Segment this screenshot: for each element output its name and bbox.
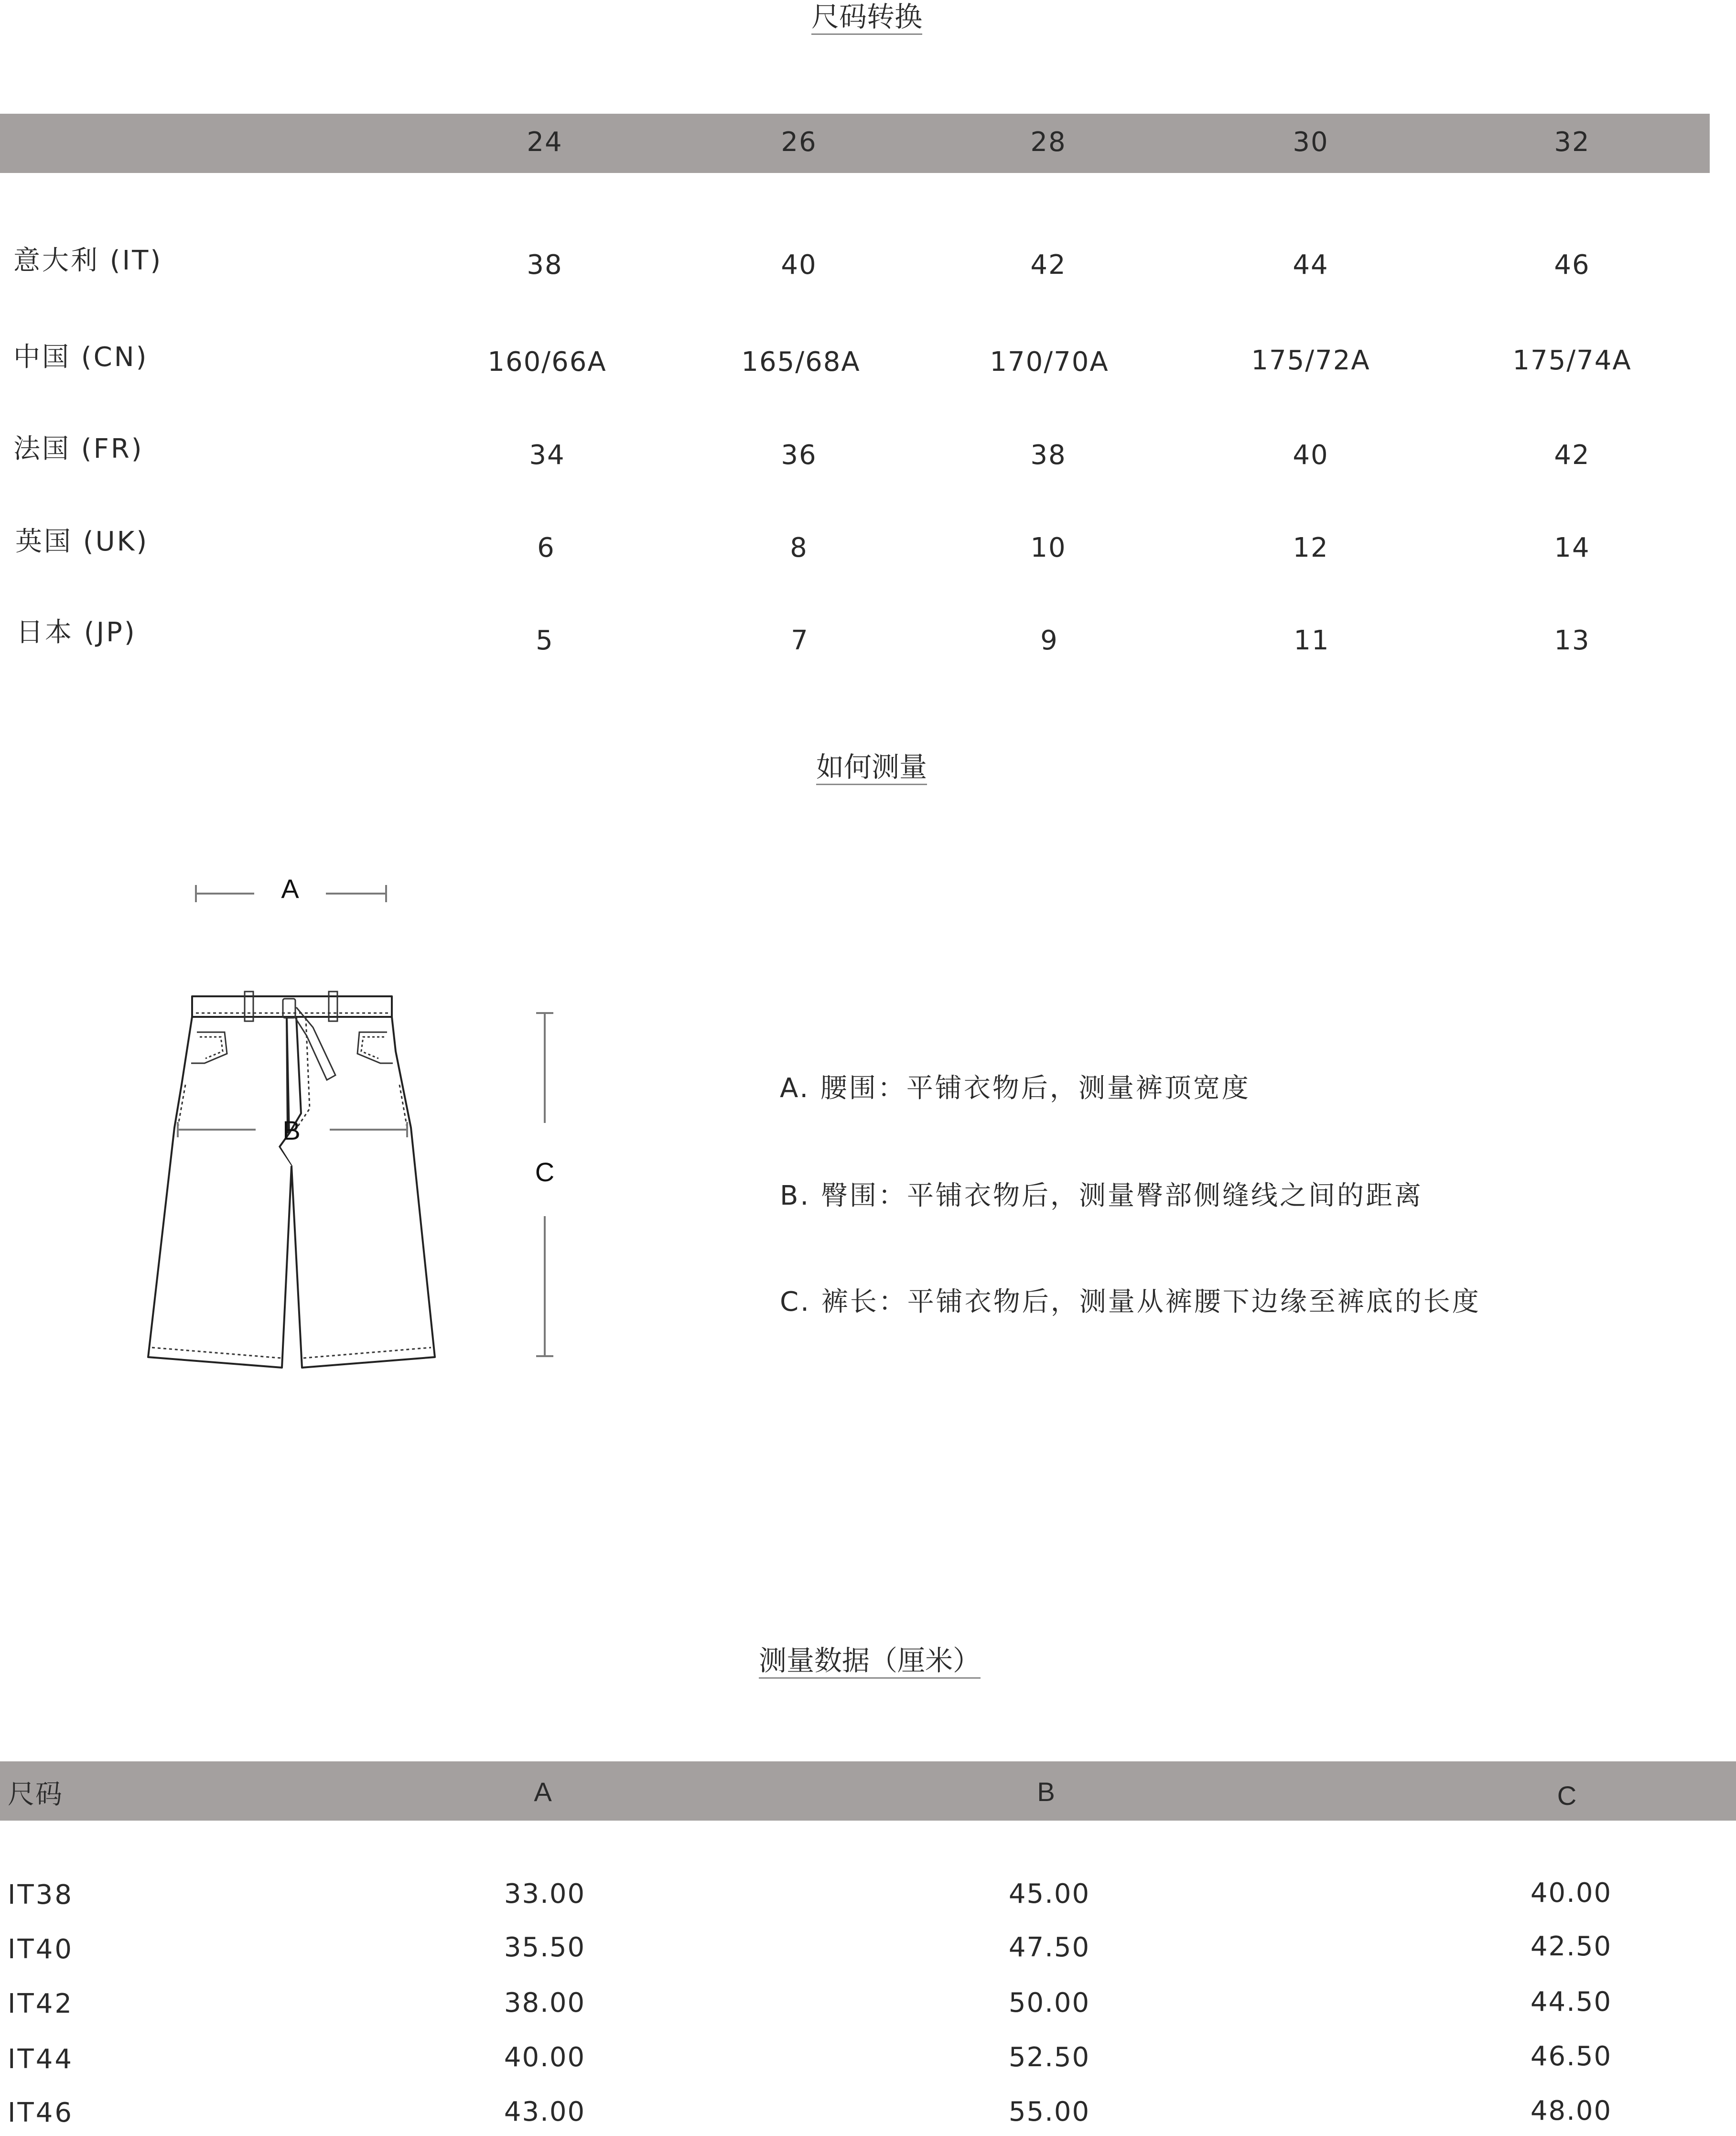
conversion-header-cell: 24 (527, 127, 563, 158)
conversion-cell: 40 (1293, 440, 1329, 471)
measure-header-c: C (1557, 1780, 1578, 1811)
conversion-cell: 175/72A (1251, 345, 1370, 376)
instruction-hip: B. 臀围：平铺衣物后，测量臀部侧缝线之间的距离 (780, 1180, 1423, 1211)
conversion-cell: 5 (536, 625, 554, 656)
conversion-cell: 175/74A (1512, 345, 1632, 376)
measure-cell: 48.00 (1530, 2095, 1612, 2126)
measure-cell: 33.00 (504, 1878, 586, 1909)
measure-header-b: B (1037, 1777, 1056, 1807)
conversion-cell: 8 (790, 532, 808, 563)
conversion-cell: 46 (1554, 249, 1590, 280)
conversion-header-cell: 28 (1030, 127, 1067, 158)
measure-header-a: A (534, 1777, 553, 1807)
conversion-row-label: 法国 (FR) (13, 433, 144, 464)
conversion-cell: 170/70A (990, 346, 1109, 378)
measure-header-size: 尺码 (8, 1779, 63, 1810)
conversion-header-cell: 32 (1554, 127, 1590, 158)
instruction-length: C. 裤长：平铺衣物后，测量从裤腰下边缘至裤底的长度 (780, 1286, 1481, 1317)
conversion-row-label: 日本 (JP) (16, 617, 137, 648)
measure-row-size: IT38 (8, 1879, 74, 1910)
conversion-header-cell: 26 (781, 127, 817, 158)
conversion-cell: 38 (1030, 440, 1067, 471)
conversion-cell: 12 (1293, 532, 1329, 563)
measure-cell: 43.00 (504, 2096, 586, 2127)
measure-row-size: IT42 (8, 1988, 74, 2019)
dimension-a-label: A (281, 874, 299, 904)
measure-cell: 35.50 (504, 1932, 586, 1963)
conversion-cell: 44 (1293, 249, 1329, 280)
shorts-outline (148, 996, 435, 1368)
conversion-cell: 38 (527, 249, 563, 280)
measure-cell: 38.00 (504, 1987, 586, 2018)
measure-cell: 50.00 (1008, 1987, 1090, 2018)
measure-cell: 52.50 (1008, 2042, 1090, 2073)
conversion-row-label: 中国 (CN) (13, 342, 149, 373)
howto-title: 如何测量 (816, 753, 927, 785)
measure-cell: 46.50 (1530, 2041, 1612, 2072)
conversion-cell: 7 (791, 625, 809, 656)
instruction-waist: A. 腰围：平铺衣物后，测量裤顶宽度 (780, 1073, 1251, 1104)
conversion-cell: 34 (529, 440, 565, 471)
conversion-cell: 10 (1030, 532, 1067, 563)
measure-header-bar (0, 1761, 1736, 1821)
measure-cell: 55.00 (1008, 2096, 1090, 2127)
conversion-cell: 14 (1554, 532, 1590, 563)
measure-row-size: IT40 (8, 1934, 74, 1965)
conversion-cell: 13 (1554, 625, 1590, 656)
conversion-cell: 40 (781, 249, 817, 280)
measure-row-size: IT46 (8, 2097, 74, 2128)
conversion-row-label: 英国 (UK) (15, 526, 149, 557)
measure-row-size: IT44 (8, 2044, 74, 2075)
conversion-cell: 160/66A (487, 346, 607, 378)
conversion-cell: 42 (1554, 440, 1590, 471)
conversion-cell: 9 (1040, 625, 1058, 656)
measure-cell: 40.00 (504, 2042, 586, 2073)
measure-cell: 44.50 (1530, 1986, 1612, 2017)
conversion-cell: 42 (1030, 249, 1067, 280)
conversion-cell: 11 (1294, 625, 1330, 656)
dimension-c-label: C (535, 1157, 555, 1187)
measure-title: 测量数据（厘米） (759, 1647, 981, 1679)
measure-cell: 40.00 (1530, 1877, 1612, 1909)
dimension-b-label: B (282, 1115, 301, 1145)
conversion-cell: 165/68A (741, 346, 861, 378)
conversion-cell: 36 (781, 440, 817, 471)
conversion-row-label: 意大利 (IT) (13, 245, 163, 276)
measure-cell: 42.50 (1530, 1931, 1612, 1962)
measure-cell: 47.50 (1008, 1932, 1090, 1963)
conversion-title: 尺码转换 (811, 3, 922, 35)
measure-cell: 45.00 (1008, 1878, 1090, 1909)
conversion-cell: 6 (537, 532, 555, 563)
conversion-header-cell: 30 (1293, 127, 1329, 158)
